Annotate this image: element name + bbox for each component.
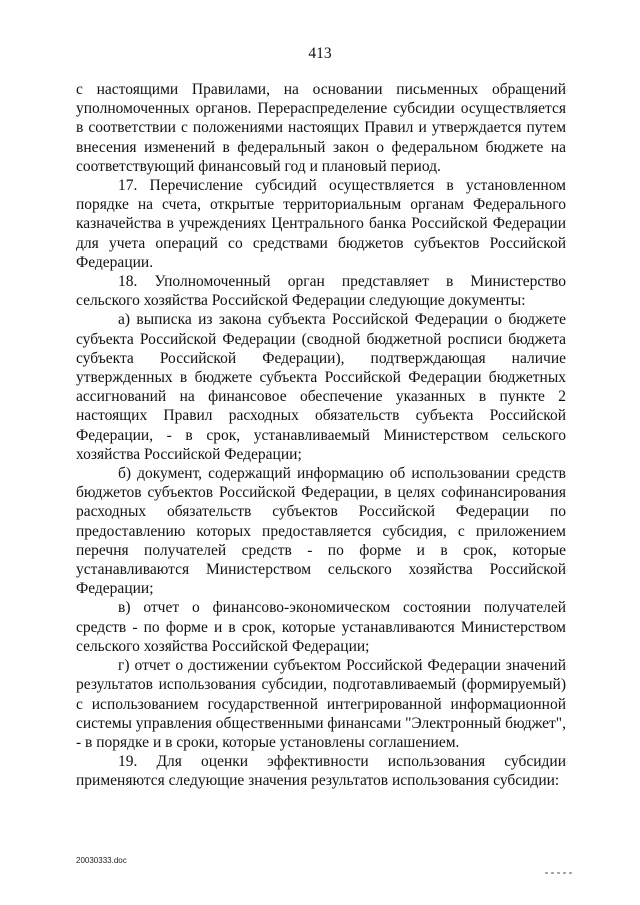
paragraph-18-b: б) документ, содержащий информацию об использовании средств бюджетов субъектов Российской Федерации, в целях софинансирования расходных обязательств субъектов Российской Федерации по предоставлению которых предоставляется субсидия, с приложением перечня получателей средств - по форме и в срок, которые устанавливаются Министерством сельского хозяйства Российской Федерации; xyxy=(76,465,566,598)
paragraph-18-v: в) отчет о финансово-экономическом состоянии получателей средств - по форме и в срок, которые устанавливаются Министерством сельского хозяйства Российской Федерации; xyxy=(76,599,566,655)
paragraph-18-g: г) отчет о достижении субъектом Российской Федерации значений результатов использования субсидии, подготавливаемый (формируемый) с использованием государственной интегрированной информационной системы управления общественными финансами "Электронный бюджет", - в порядке и в сроки, которые установлены соглашением. xyxy=(76,657,566,751)
paragraph-17: 17. Перечисление субсидий осуществляется в установленном порядке на счета, открытые территориальным органам Федерального казначейства в учреждениях Центрального банка Российской Федерации для учета операций со средствами бюджетов субъектов Российской Федерации. xyxy=(76,177,566,271)
paragraph-19: 19. Для оценки эффективности использования субсидии применяются следующие значения результатов использования субсидии: xyxy=(76,753,566,790)
paragraph-continuation: с настоящими Правилами, на основании письменных обращений уполномоченных органов. Перераспределение субсидии осуществляется в соответствии с положениями настоящих Правил и утверждается путем внесения изменений в федеральный закон о федеральном бюджете на соответствующий финансовый год и плановый период. xyxy=(76,81,566,175)
footer-filename: 20030333.doc xyxy=(76,856,127,865)
document-body xyxy=(76,80,566,791)
paragraph-18-a: а) выписка из закона субъекта Российской Федерации о бюджете субъекта Российской Федерации (сводной бюджетной росписи бюджета субъекта Российской Федерации), подтверждающая наличие утвержденных в бюджете субъекта Российской Федерации бюджетных ассигнований на финансовое обеспечение указанных в пункте 2 настоящих Правил расходных обязательств субъекта Российской Федерации, - в срок, устанавливаемый Министерством сельского хозяйства Российской Федерации; xyxy=(76,311,566,463)
footer-mark xyxy=(545,870,575,876)
page-number: 413 xyxy=(308,45,332,62)
paragraph-18: 18. Уполномоченный орган представляет в Министерство сельского хозяйства Российской Федерации следующие документы: xyxy=(76,273,566,310)
